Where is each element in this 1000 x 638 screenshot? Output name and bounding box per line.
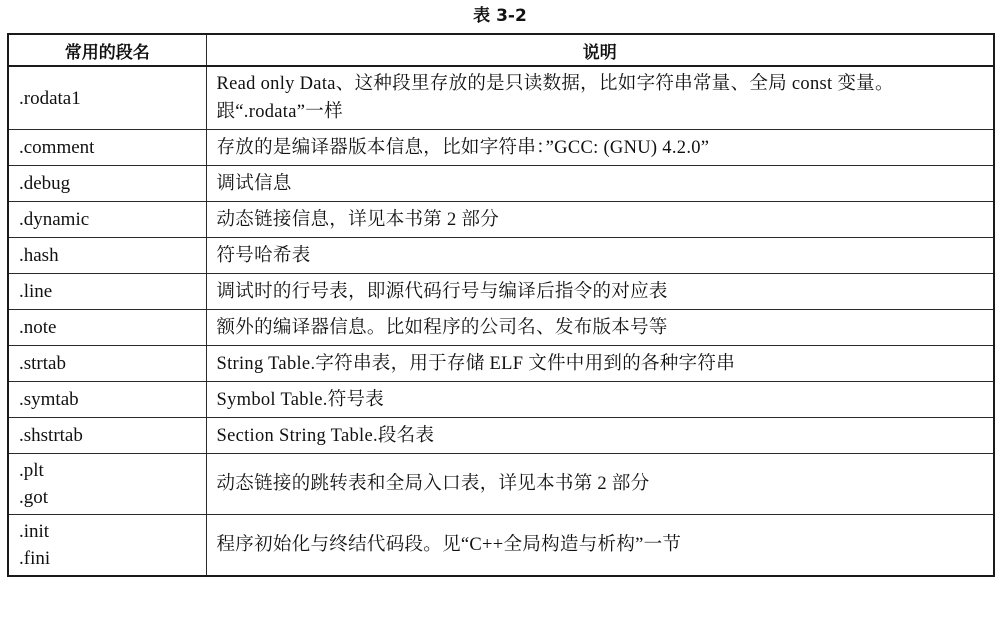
section-name-cell	[8, 310, 206, 346]
section-desc-cell: 符号哈希表	[206, 238, 994, 274]
section-name: .rodata1	[19, 87, 81, 109]
section-name: .comment	[19, 137, 95, 158]
table-row	[8, 238, 994, 274]
section-desc-cell: 调试信息	[206, 166, 994, 202]
section-name-cell	[8, 238, 206, 274]
section-desc-cell: 额外的编译器信息。比如程序的公司名、发布版本号等	[206, 310, 994, 346]
section-name-cell	[8, 274, 206, 310]
section-desc-cell: Symbol Table.符号表	[206, 382, 994, 418]
section-name-cell	[8, 66, 206, 130]
table-row	[8, 310, 994, 346]
table-row	[8, 66, 994, 130]
table-row	[8, 202, 994, 238]
section-desc-cell: 调试时的行号表，即源代码行号与编译后指令的对应表	[206, 274, 994, 310]
section-desc-cell: Read only Data、这种段里存放的是只读数据，比如字符串常量、全局 const 变量。跟“.rodata”一样	[206, 66, 994, 130]
table-row	[8, 274, 994, 310]
section-desc-cell: 程序初始化与终结代码段。见“C++全局构造与析构”一节	[206, 515, 994, 577]
section-name: .fini	[19, 548, 51, 569]
section-names-table	[7, 33, 995, 577]
section-name-cell	[8, 418, 206, 454]
section-name-cell	[8, 382, 206, 418]
table-row	[8, 454, 994, 515]
section-name: .line	[19, 281, 53, 302]
table-row	[8, 418, 994, 454]
section-name-cell	[8, 202, 206, 238]
table-caption: 表 3-2	[473, 6, 527, 26]
table-row	[8, 130, 994, 166]
section-name: .dynamic	[19, 209, 90, 230]
section-name: .symtab	[19, 389, 79, 410]
section-name: .note	[19, 317, 57, 338]
column-header-name: 常用的段名	[8, 34, 206, 66]
section-name: .strtab	[19, 353, 66, 374]
section-desc-cell: Section String Table.段名表	[206, 418, 994, 454]
section-name-cell	[8, 515, 206, 577]
table-row	[8, 382, 994, 418]
section-desc-cell: String Table.字符串表，用于存储 ELF 文件中用到的各种字符串	[206, 346, 994, 382]
section-name: .shstrtab	[19, 425, 83, 446]
table-header-row	[8, 34, 994, 66]
table-row	[8, 515, 994, 577]
section-name-cell	[8, 454, 206, 515]
section-desc-cell: 动态链接信息，详见本书第 2 部分	[206, 202, 994, 238]
section-name: .debug	[19, 173, 71, 194]
table-row	[8, 166, 994, 202]
section-desc-cell: 动态链接的跳转表和全局入口表，详见本书第 2 部分	[206, 454, 994, 515]
table-row	[8, 346, 994, 382]
section-name: .hash	[19, 245, 59, 266]
section-name: .init	[19, 521, 50, 542]
section-name-cell	[8, 166, 206, 202]
section-name-cell	[8, 346, 206, 382]
section-name-cell	[8, 130, 206, 166]
section-name: .plt	[19, 460, 44, 481]
column-header-desc: 说明	[206, 34, 994, 66]
section-name: .got	[19, 487, 49, 508]
section-desc-cell: 存放的是编译器版本信息，比如字符串：”GCC: (GNU) 4.2.0”	[206, 130, 994, 166]
